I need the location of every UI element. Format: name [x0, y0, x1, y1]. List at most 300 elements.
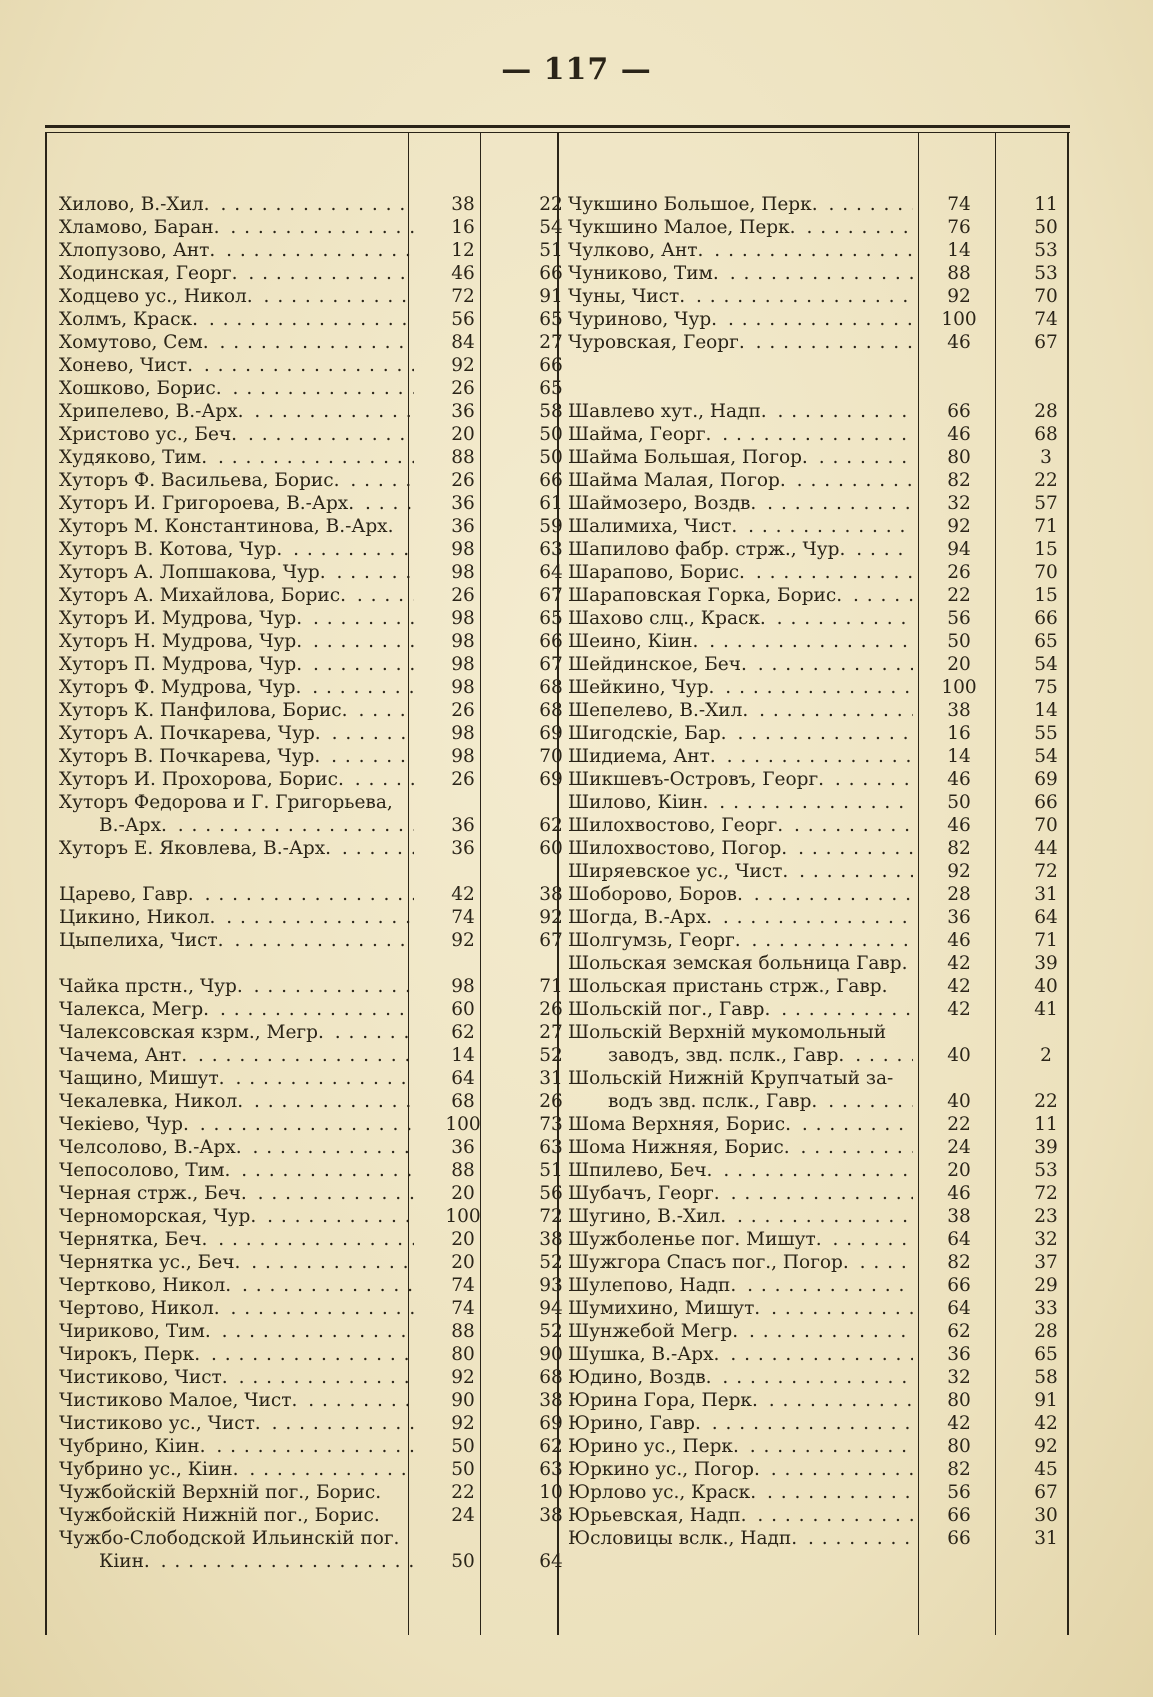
page-ref-b: 51: [539, 240, 563, 261]
place-name-text: Чекалевка, Никол.: [59, 1091, 244, 1112]
table-row: [59, 354, 590, 377]
page-ref-b: 14: [1034, 700, 1058, 721]
place-name: [59, 377, 414, 400]
place-name: [59, 1297, 414, 1320]
table-row: [59, 400, 590, 423]
table-row: [568, 1366, 1087, 1389]
page-ref-b: 63: [539, 539, 563, 560]
place-name-text: Чалекса, Мегр.: [59, 999, 210, 1020]
table-row: [59, 216, 590, 239]
table-row: [59, 1320, 590, 1343]
table-row: [568, 446, 1087, 469]
place-name: [59, 1251, 414, 1274]
table-row: [568, 1090, 1087, 1113]
place-name-text: Холмъ, Краск.: [59, 309, 198, 330]
page-ref-b: 68: [539, 1367, 563, 1388]
page-ref-b: 65: [539, 378, 563, 399]
page-ref-b: 52: [539, 1252, 563, 1273]
page-ref-a: 90: [451, 1390, 475, 1411]
place-name: [568, 1044, 913, 1067]
table-row: [568, 239, 1087, 262]
place-name: [59, 1504, 414, 1527]
page-ref-b: 2: [1040, 1045, 1052, 1066]
page-ref-b: 42: [1034, 1413, 1058, 1434]
table-row: [59, 1343, 590, 1366]
place-name: [59, 492, 414, 515]
place-name-text: Хуторъ И. Григороева, В.-Арх.: [59, 493, 355, 514]
place-name: [568, 998, 913, 1021]
table-row: [59, 699, 590, 722]
table-row: [568, 745, 1087, 768]
place-name: [59, 929, 414, 952]
page-ref-a: 80: [947, 1436, 971, 1457]
page-ref-b: 68: [1034, 424, 1058, 445]
place-name: [568, 1251, 913, 1274]
place-name-text: Чалексовская кзрм., Мегр.: [59, 1022, 324, 1043]
place-name: [59, 1205, 414, 1228]
page-ref-a: 26: [451, 700, 475, 721]
place-name-text: Юрино ус., Перк.: [568, 1436, 739, 1457]
place-name: [568, 1320, 913, 1343]
page-ref-b: 67: [1034, 332, 1058, 353]
table-row: [59, 1044, 590, 1067]
place-name: [59, 1067, 414, 1090]
place-name: [59, 1412, 414, 1435]
page-ref-b: 31: [1034, 884, 1058, 905]
page-ref-b: 56: [539, 1183, 563, 1204]
place-name: [59, 791, 414, 814]
place-name: [568, 1504, 913, 1527]
page-ref-b: 94: [539, 1298, 563, 1319]
page-ref-a: 38: [451, 194, 475, 215]
place-name-text: Шигодскіе, Бар.: [568, 723, 727, 744]
page-ref-a: 20: [947, 654, 971, 675]
place-name-text: Хуторъ Федорова и Г. Григорьева,: [59, 792, 393, 813]
page-ref-a: [414, 791, 512, 814]
page-ref-a: 42: [947, 1413, 971, 1434]
page-ref-a: 92: [947, 861, 971, 882]
page-ref-a: 50: [947, 631, 971, 652]
page-ref-b: 64: [1034, 907, 1058, 928]
table-row: [59, 1159, 590, 1182]
page-ref-b: 69: [539, 769, 563, 790]
place-name-text: Шпилево, Беч.: [568, 1160, 713, 1181]
page-ref-a: 100: [941, 677, 977, 698]
place-name-text: Худяково, Тим.: [59, 447, 208, 468]
page-ref-a: 36: [451, 516, 475, 537]
place-name-text: Шумихино, Мишут.: [568, 1298, 761, 1319]
page-ref-b: 68: [539, 700, 563, 721]
page-ref-a: 72: [451, 286, 475, 307]
page-ref-a: 38: [947, 700, 971, 721]
place-name: [59, 1136, 414, 1159]
page-ref-b: 62: [539, 815, 563, 836]
place-name-text: Чистиково Малое, Чист.: [59, 1390, 298, 1411]
table-row: [59, 1550, 590, 1573]
place-name: [568, 538, 913, 561]
table-row: [59, 492, 590, 515]
table-row: [568, 561, 1087, 584]
page-ref-a: [913, 354, 1005, 377]
page-ref-a: [414, 860, 512, 883]
page-ref-b: 61: [539, 493, 563, 514]
page-ref-a: 12: [451, 240, 475, 261]
place-name-text: Чуровская, Георг.: [568, 332, 745, 353]
place-name-text: Хуторъ И. Мудрова, Чур.: [59, 608, 303, 629]
place-name-text: Шидиема, Ант.: [568, 746, 716, 767]
place-name-text: Челсолово, В.-Арх.: [59, 1137, 242, 1158]
place-name-text: Чужбойскій Нижній пог., Борис.: [59, 1505, 380, 1526]
table-row: [568, 1458, 1087, 1481]
place-name: [59, 1182, 414, 1205]
place-name-text: Шунжебой Мегр.: [568, 1321, 739, 1342]
place-name-text: Шома Нижняя, Борис.: [568, 1137, 790, 1158]
table-row: [568, 308, 1087, 331]
page-ref-a: 28: [947, 884, 971, 905]
place-name: [59, 998, 414, 1021]
place-name: [59, 400, 414, 423]
page-ref-b: 58: [1034, 1367, 1058, 1388]
table-row: [568, 814, 1087, 837]
table-row: [568, 1527, 1087, 1550]
place-name-text: Чернятка, Беч.: [59, 1229, 208, 1250]
place-name: [59, 262, 414, 285]
page-ref-b: 50: [539, 447, 563, 468]
table-row: [568, 262, 1087, 285]
table-row: [59, 1366, 590, 1389]
page-ref-b: 26: [539, 1091, 563, 1112]
place-name-text: Шилохвостово, Погор.: [568, 838, 788, 859]
place-name-text: Хуторъ А. Почкарева, Чур.: [59, 723, 321, 744]
place-name: [59, 354, 414, 377]
place-name-text: Шушка, В.-Арх.: [568, 1344, 720, 1365]
page-ref-a: 42: [451, 884, 475, 905]
place-name-text: Шилово, Кіин.: [568, 792, 709, 813]
table-row: [568, 584, 1087, 607]
table-row: [59, 929, 590, 952]
page-ref-b: 52: [539, 1321, 563, 1342]
page-ref-a: 100: [941, 309, 977, 330]
place-name-text: [59, 953, 63, 974]
place-name: [59, 699, 414, 722]
place-name: [568, 1159, 913, 1182]
place-name-text: Хуторъ Ф. Мудрова, Чур.: [59, 677, 302, 698]
page-ref-b: 63: [539, 1137, 563, 1158]
place-name-text: Шольскій Верхній мукомольный: [568, 1022, 887, 1043]
page-ref-a: 50: [947, 792, 971, 813]
table-row: [568, 1412, 1087, 1435]
page-ref-a: 36: [947, 907, 971, 928]
place-name: [568, 1113, 913, 1136]
place-name-text: Хилово, В.-Хил.: [59, 194, 210, 215]
page-ref-a: 14: [947, 240, 971, 261]
table-row: [59, 1251, 590, 1274]
page-ref-b: 11: [1034, 194, 1058, 215]
place-name: [568, 929, 913, 952]
page-ref-b: 67: [1034, 1482, 1058, 1503]
page-ref-b: 30: [1034, 1505, 1058, 1526]
place-name-text: Чертово, Никол.: [59, 1298, 220, 1319]
page-ref-a: 26: [451, 470, 475, 491]
table-row: [59, 262, 590, 285]
place-name-text: Юркино ус., Погор.: [568, 1459, 760, 1480]
place-name-text: Хуторъ К. Панфилова, Борис.: [59, 700, 348, 721]
place-name: [59, 584, 414, 607]
page-ref-b: [1005, 354, 1087, 377]
page-ref-a: 14: [451, 1045, 475, 1066]
place-name: [568, 423, 913, 446]
table-row: [568, 1159, 1087, 1182]
place-name-text: Шалимиха, Чист.: [568, 516, 738, 537]
page-ref-b: 38: [539, 1229, 563, 1250]
place-name-text: Чуниково, Тим.: [568, 263, 719, 284]
page-ref-b: 39: [1034, 1137, 1058, 1158]
table-row: [59, 1228, 590, 1251]
page-ref-b: 91: [539, 286, 563, 307]
page-ref-a: 24: [451, 1505, 475, 1526]
place-name: [59, 216, 414, 239]
page-ref-a: [913, 1067, 1005, 1090]
place-name-text: Ширяевское ус., Чист.: [568, 861, 789, 882]
place-name-text: Шейдинское, Беч.: [568, 654, 747, 675]
place-name: [59, 1481, 414, 1504]
page-ref-b: 68: [539, 677, 563, 698]
place-name-text: Хуторъ Е. Яковлева, В.-Арх.: [59, 838, 332, 859]
page-ref-b: 65: [539, 309, 563, 330]
page-ref-b: 74: [1034, 309, 1058, 330]
page-ref-a: 56: [947, 608, 971, 629]
table-row: [568, 768, 1087, 791]
page-ref-a: 80: [451, 1344, 475, 1365]
page-ref-a: 80: [947, 447, 971, 468]
place-name: [568, 1343, 913, 1366]
page-ref-a: 82: [947, 838, 971, 859]
page-ref-b: 71: [539, 976, 563, 997]
table-row: [59, 1527, 590, 1550]
table-row: [568, 998, 1087, 1021]
page-ref-a: 36: [451, 838, 475, 859]
place-name-text: Шилохвостово, Георг.: [568, 815, 784, 836]
table-row: [59, 377, 590, 400]
place-name-text: Хрипелево, В.-Арх.: [59, 401, 244, 422]
place-name: [568, 446, 913, 469]
page-ref-b: 54: [1034, 746, 1058, 767]
page-ref-b: 38: [539, 1390, 563, 1411]
place-name-text: Шубачъ, Георг.: [568, 1183, 720, 1204]
page-ref-a: 98: [451, 539, 475, 560]
place-name-text: Шогда, В.-Арх.: [568, 907, 713, 928]
place-name-text: Шараповская Горка, Борис.: [568, 585, 843, 606]
place-name-text: Чепосолово, Тим.: [59, 1160, 231, 1181]
place-name-text: Хуторъ М. Константинова, В.-Арх.: [59, 516, 394, 537]
place-name: [568, 699, 913, 722]
place-name-text: Хлопузово, Ант.: [59, 240, 216, 261]
page-ref-a: 98: [451, 562, 475, 583]
page-ref-b: 66: [539, 470, 563, 491]
page-ref-b: 69: [1034, 769, 1058, 790]
page-ref-a: 50: [451, 1436, 475, 1457]
place-name-text: Шольскій пог., Гавр.: [568, 999, 771, 1020]
place-name: [59, 1044, 414, 1067]
table-row: [59, 745, 590, 768]
page-ref-b: 11: [1034, 1114, 1058, 1135]
place-name: [59, 423, 414, 446]
page-ref-b: 22: [1034, 470, 1058, 491]
page-ref-a: 22: [947, 585, 971, 606]
page-ref-b: 90: [539, 1344, 563, 1365]
place-name: [568, 331, 913, 354]
place-name-text: Чуны, Чист.: [568, 286, 686, 307]
table-row: [568, 952, 1087, 975]
page-ref-a: 46: [947, 930, 971, 951]
place-name-text: [568, 355, 572, 376]
page-ref-a: 42: [947, 999, 971, 1020]
place-name-text: Чубрино ус., Кіин.: [59, 1459, 239, 1480]
page-ref-a: 98: [451, 677, 475, 698]
page-ref-a: 92: [451, 1367, 475, 1388]
place-name-text: Хомутово, Сем.: [59, 332, 209, 353]
place-name: [59, 1458, 414, 1481]
place-name: [568, 975, 913, 998]
place-name-text: Чащино, Мишут.: [59, 1068, 225, 1089]
table-row: [568, 1021, 1087, 1044]
page-ref-b: 33: [1034, 1298, 1058, 1319]
place-name-text: Черноморская, Чур.: [59, 1206, 257, 1227]
table-row: [568, 492, 1087, 515]
place-name: [568, 722, 913, 745]
place-name: [59, 952, 414, 975]
page-ref-a: 100: [445, 1206, 481, 1227]
place-name: [59, 561, 414, 584]
page-ref-a: 62: [451, 1022, 475, 1043]
page-ref-a: 50: [451, 1551, 475, 1572]
page-ref-a: 92: [947, 516, 971, 537]
page-ref-b: 44: [1034, 838, 1058, 859]
place-name-text: Чирокъ, Перк.: [59, 1344, 201, 1365]
page-ref-b: 22: [539, 194, 563, 215]
page-ref-a: 36: [451, 493, 475, 514]
place-name: [568, 745, 913, 768]
place-name: [568, 1458, 913, 1481]
page-ref-b: 26: [539, 999, 563, 1020]
place-name-text: Шайма, Георг.: [568, 424, 712, 445]
table-row: [59, 331, 590, 354]
place-name-text: Хуторъ А. Михайлова, Борис.: [59, 585, 347, 606]
page-ref-b: 65: [1034, 631, 1058, 652]
place-name: [59, 1527, 414, 1550]
table-row: [568, 1504, 1087, 1527]
place-name-text: Юрьевская, Надп.: [568, 1505, 747, 1526]
place-name: [568, 1182, 913, 1205]
page-ref-b: 69: [539, 1413, 563, 1434]
place-name: [59, 653, 414, 676]
table-row: [568, 653, 1087, 676]
page-ref-b: 52: [539, 1045, 563, 1066]
place-name: [59, 1343, 414, 1366]
place-name: [568, 1021, 913, 1044]
page-ref-b: 29: [1034, 1275, 1058, 1296]
page-ref-b: 38: [539, 884, 563, 905]
place-name-text: Шахово слц., Краск.: [568, 608, 766, 629]
page-ref-b: 69: [539, 723, 563, 744]
page-ref-a: 16: [947, 723, 971, 744]
page-ref-a: 92: [451, 1413, 475, 1434]
table-row: [59, 952, 590, 975]
page-ref-a: 22: [947, 1114, 971, 1135]
place-name-text: Шулепово, Надп.: [568, 1275, 737, 1296]
place-name-text: Шикшевъ-Островъ, Георг.: [568, 769, 825, 790]
place-name: [568, 515, 913, 538]
place-name: [59, 285, 414, 308]
page-ref-b: 72: [1034, 1183, 1058, 1204]
place-name-text: Чужбойскій Верхній пог., Борис.: [59, 1482, 382, 1503]
page-ref-a: 26: [947, 562, 971, 583]
page-ref-b: 15: [1034, 539, 1058, 560]
page-ref-b: 70: [1034, 286, 1058, 307]
page-ref-a: 74: [451, 907, 475, 928]
page-ref-a: 20: [451, 424, 475, 445]
place-name: [568, 377, 913, 400]
page-ref-b: 50: [539, 424, 563, 445]
table-row: [59, 423, 590, 446]
page-ref-b: 31: [1034, 1528, 1058, 1549]
page-ref-b: 51: [539, 1160, 563, 1181]
place-name-text: Шужболенье пог. Мишут.: [568, 1229, 822, 1250]
place-name-text: Юрино, Гавр.: [568, 1413, 701, 1434]
table-row: [568, 1136, 1087, 1159]
page-ref-b: 53: [1034, 263, 1058, 284]
page-ref-a: [913, 1021, 1005, 1044]
place-name: [59, 1021, 414, 1044]
place-name: [568, 1527, 913, 1550]
place-name-text: Чернятка ус., Беч.: [59, 1252, 241, 1273]
page-ref-b: 40: [1034, 976, 1058, 997]
table-row: [568, 216, 1087, 239]
table-row: [568, 929, 1087, 952]
table-row: [59, 653, 590, 676]
place-name: [568, 837, 913, 860]
table-row: [568, 1205, 1087, 1228]
page-ref-b: [1005, 377, 1087, 400]
page-ref-a: 14: [947, 746, 971, 767]
page-ref-b: 75: [1034, 677, 1058, 698]
page-ref-b: 66: [539, 263, 563, 284]
page-ref-b: 53: [1034, 1160, 1058, 1181]
table-row: [568, 1297, 1087, 1320]
place-name: [568, 400, 913, 423]
table-row: [568, 1481, 1087, 1504]
page-ref-b: 32: [1034, 1229, 1058, 1250]
page-ref-b: 62: [539, 1436, 563, 1457]
place-name-text: Чайка прстн., Чур.: [59, 976, 243, 997]
page-ref-a: 98: [451, 976, 475, 997]
page-ref-b: 54: [539, 217, 563, 238]
page-ref-a: 64: [947, 1298, 971, 1319]
place-name: [59, 722, 414, 745]
page-ref-a: 56: [451, 309, 475, 330]
table-row: [59, 1113, 590, 1136]
table-row: [59, 998, 590, 1021]
page-ref-b: 71: [1034, 930, 1058, 951]
table-row: [59, 193, 590, 216]
place-name: [568, 584, 913, 607]
page-ref-b: 27: [539, 1022, 563, 1043]
page-ref-b: 3: [1040, 447, 1052, 468]
page-ref-b: 27: [539, 332, 563, 353]
page-ref-a: 94: [947, 539, 971, 560]
page-ref-a: 50: [451, 1459, 475, 1480]
place-name: [568, 1205, 913, 1228]
